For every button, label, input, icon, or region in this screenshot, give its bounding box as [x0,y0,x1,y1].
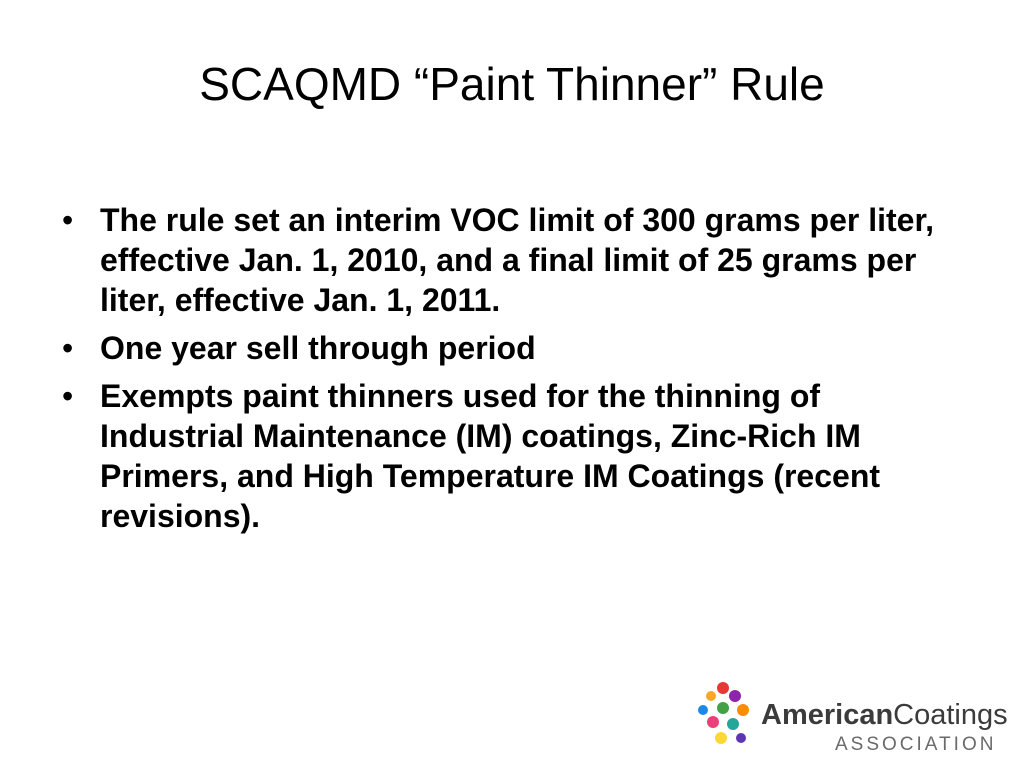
bullet-marker: • [62,202,74,238]
logo-dots-icon [693,680,755,756]
bullet-marker: • [62,330,74,366]
bullet-item-1 [62,200,962,320]
logo-subtitle: ASSOCIATION [835,734,997,755]
logo-dot [737,704,749,716]
logo-wordmark [761,698,1008,732]
bullet-list [62,200,962,544]
bullet-text: The rule set an interim VOC limit of 300 grams per liter, effective Jan. 1, 2010, and a final limit of 25 grams per liter, effective Jan. 1, 2011. [100,202,935,318]
logo-dot [729,690,741,702]
logo-word-american: American [761,699,894,731]
bullet-item-2 [62,328,962,368]
logo-word-coatings: Coatings [893,699,1008,731]
logo-dot [717,702,729,714]
bullet-text: Exempts paint thinners used for the thinning of Industrial Maintenance (IM) coatings, Zinc-Rich IM Primers, and High Temperature IM Coatings (recent revisions). [100,378,881,534]
logo-dot [727,718,739,730]
logo-dot [707,716,719,728]
logo-dot [698,705,708,715]
logo-dot [736,733,746,743]
logo-dot [715,732,727,744]
bullet-text: One year sell through period [100,330,536,366]
slide-title: SCAQMD “Paint Thinner” Rule [199,58,825,110]
logo-dot [717,682,729,694]
bullet-item-3 [62,376,962,536]
bullet-marker: • [62,378,74,414]
american-coatings-logo [693,680,1013,760]
logo-dot [706,691,716,701]
